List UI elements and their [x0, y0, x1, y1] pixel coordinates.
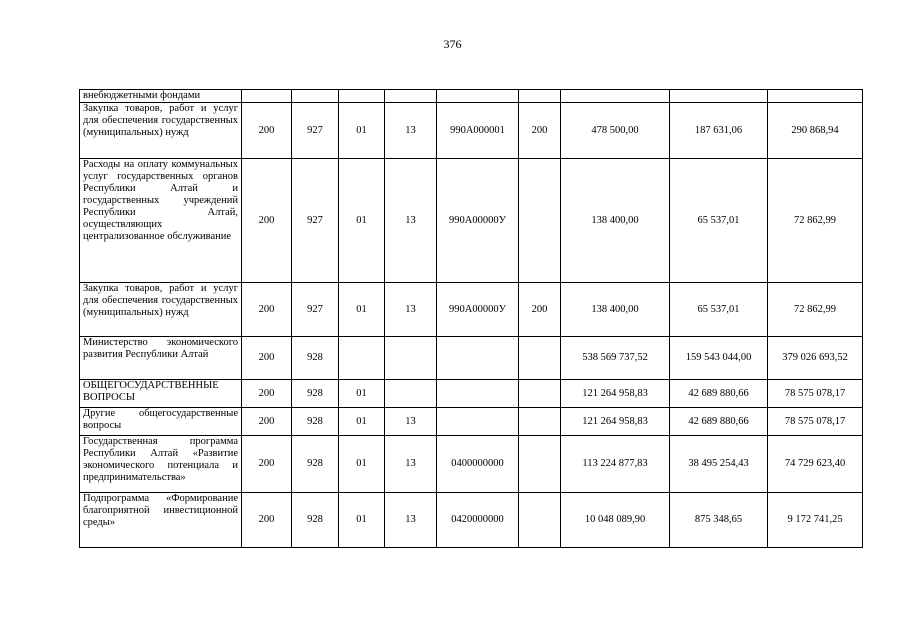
row-value-remaining: 74 729 623,40: [768, 436, 863, 493]
row-code-section: 01: [339, 283, 385, 337]
row-code-subsection: [385, 380, 437, 408]
row-name: внебюджетными фондами: [80, 90, 242, 103]
row-code-expense-type: [519, 159, 561, 283]
row-value-total: 121 264 958,83: [561, 408, 670, 436]
table-row: [80, 283, 863, 337]
row-code-ministry: 927: [292, 159, 339, 283]
row-value-executed: 38 495 254,43: [670, 436, 768, 493]
row-code-ministry: 928: [292, 493, 339, 548]
row-value-total: 478 500,00: [561, 103, 670, 159]
row-value-remaining: 72 862,99: [768, 159, 863, 283]
row-code-target: 990А00000У: [437, 159, 519, 283]
row-code-target: 990А00000У: [437, 283, 519, 337]
row-code-target: 0400000000: [437, 436, 519, 493]
row-code-ministry: 927: [292, 283, 339, 337]
table-row: [80, 90, 863, 103]
row-value-remaining: 290 868,94: [768, 103, 863, 159]
row-code-section: 01: [339, 493, 385, 548]
row-code-admin: 200: [242, 159, 292, 283]
row-code-expense-type: [519, 493, 561, 548]
row-value-total: 138 400,00: [561, 159, 670, 283]
table-row: [80, 408, 863, 436]
row-name: Государственная программа Республики Алтай «Развитие экономического потенциала и предпринимательства»: [80, 436, 242, 493]
row-name: Закупка товаров, работ и услуг для обеспечения государственных (муниципальных) нужд: [80, 283, 242, 337]
row-name: Закупка товаров, работ и услуг для обеспечения государственных (муниципальных) нужд: [80, 103, 242, 159]
row-code-subsection: [385, 337, 437, 380]
row-code-ministry: 928: [292, 436, 339, 493]
page-number: 376: [443, 37, 462, 51]
row-value-remaining: 78 575 078,17: [768, 408, 863, 436]
row-code-ministry: 927: [292, 103, 339, 159]
row-code-target: 0420000000: [437, 493, 519, 548]
row-code-target: [437, 408, 519, 436]
table-row: [80, 436, 863, 493]
row-code-section: 01: [339, 103, 385, 159]
table-row: [80, 103, 863, 159]
table-row: [80, 159, 863, 283]
table-row: [80, 380, 863, 408]
row-code-subsection: 13: [385, 103, 437, 159]
row-name: Другие общегосударственные вопросы: [80, 408, 242, 436]
row-code-ministry: 928: [292, 380, 339, 408]
row-code-admin: 200: [242, 380, 292, 408]
row-code-subsection: 13: [385, 283, 437, 337]
row-value-remaining: 379 026 693,52: [768, 337, 863, 380]
row-code-expense-type: [519, 90, 561, 103]
row-value-remaining: 78 575 078,17: [768, 380, 863, 408]
row-code-target: [437, 90, 519, 103]
row-code-expense-type: 200: [519, 283, 561, 337]
budget-table: [79, 89, 863, 548]
row-code-section: 01: [339, 159, 385, 283]
row-code-subsection: 13: [385, 493, 437, 548]
row-value-total: 10 048 089,90: [561, 493, 670, 548]
row-code-admin: 200: [242, 493, 292, 548]
row-value-remaining: 9 172 741,25: [768, 493, 863, 548]
row-code-admin: 200: [242, 436, 292, 493]
row-name: ОБЩЕГОСУДАРСТВЕННЫЕ ВОПРОСЫ: [80, 380, 242, 408]
row-code-section: 01: [339, 408, 385, 436]
row-value-remaining: [768, 90, 863, 103]
row-code-subsection: 13: [385, 159, 437, 283]
row-value-total: 113 224 877,83: [561, 436, 670, 493]
row-code-expense-type: 200: [519, 103, 561, 159]
row-code-target: 990А000001: [437, 103, 519, 159]
row-code-admin: 200: [242, 103, 292, 159]
row-code-subsection: [385, 90, 437, 103]
row-code-target: [437, 380, 519, 408]
row-name: Министерство экономического развития Республики Алтай: [80, 337, 242, 380]
row-code-ministry: 928: [292, 337, 339, 380]
row-code-target: [437, 337, 519, 380]
row-value-executed: [670, 90, 768, 103]
row-value-total: 138 400,00: [561, 283, 670, 337]
row-name: Подпрограмма «Формирование благоприятной инвестиционной среды»: [80, 493, 242, 548]
row-value-total: 121 264 958,83: [561, 380, 670, 408]
row-code-subsection: 13: [385, 436, 437, 493]
row-value-total: 538 569 737,52: [561, 337, 670, 380]
row-code-admin: [242, 90, 292, 103]
table-row: [80, 337, 863, 380]
row-code-expense-type: [519, 380, 561, 408]
row-code-ministry: [292, 90, 339, 103]
row-code-expense-type: [519, 337, 561, 380]
row-value-executed: 65 537,01: [670, 283, 768, 337]
row-value-total: [561, 90, 670, 103]
row-code-admin: 200: [242, 337, 292, 380]
row-value-executed: 42 689 880,66: [670, 380, 768, 408]
row-code-section: 01: [339, 436, 385, 493]
row-value-executed: 187 631,06: [670, 103, 768, 159]
row-code-section: [339, 90, 385, 103]
row-name: Расходы на оплату коммунальных услуг государственных органов Республики Алтай и государственных учреждений Республики Алтай, осуществляющих централизованное обслуживание: [80, 159, 242, 283]
row-value-executed: 159 543 044,00: [670, 337, 768, 380]
row-code-expense-type: [519, 408, 561, 436]
row-value-executed: 42 689 880,66: [670, 408, 768, 436]
row-value-executed: 875 348,65: [670, 493, 768, 548]
row-code-admin: 200: [242, 408, 292, 436]
row-code-subsection: 13: [385, 408, 437, 436]
table-row: [80, 493, 863, 548]
row-code-ministry: 928: [292, 408, 339, 436]
row-value-executed: 65 537,01: [670, 159, 768, 283]
row-code-expense-type: [519, 436, 561, 493]
row-value-remaining: 72 862,99: [768, 283, 863, 337]
row-code-section: 01: [339, 380, 385, 408]
row-code-section: [339, 337, 385, 380]
row-code-admin: 200: [242, 283, 292, 337]
